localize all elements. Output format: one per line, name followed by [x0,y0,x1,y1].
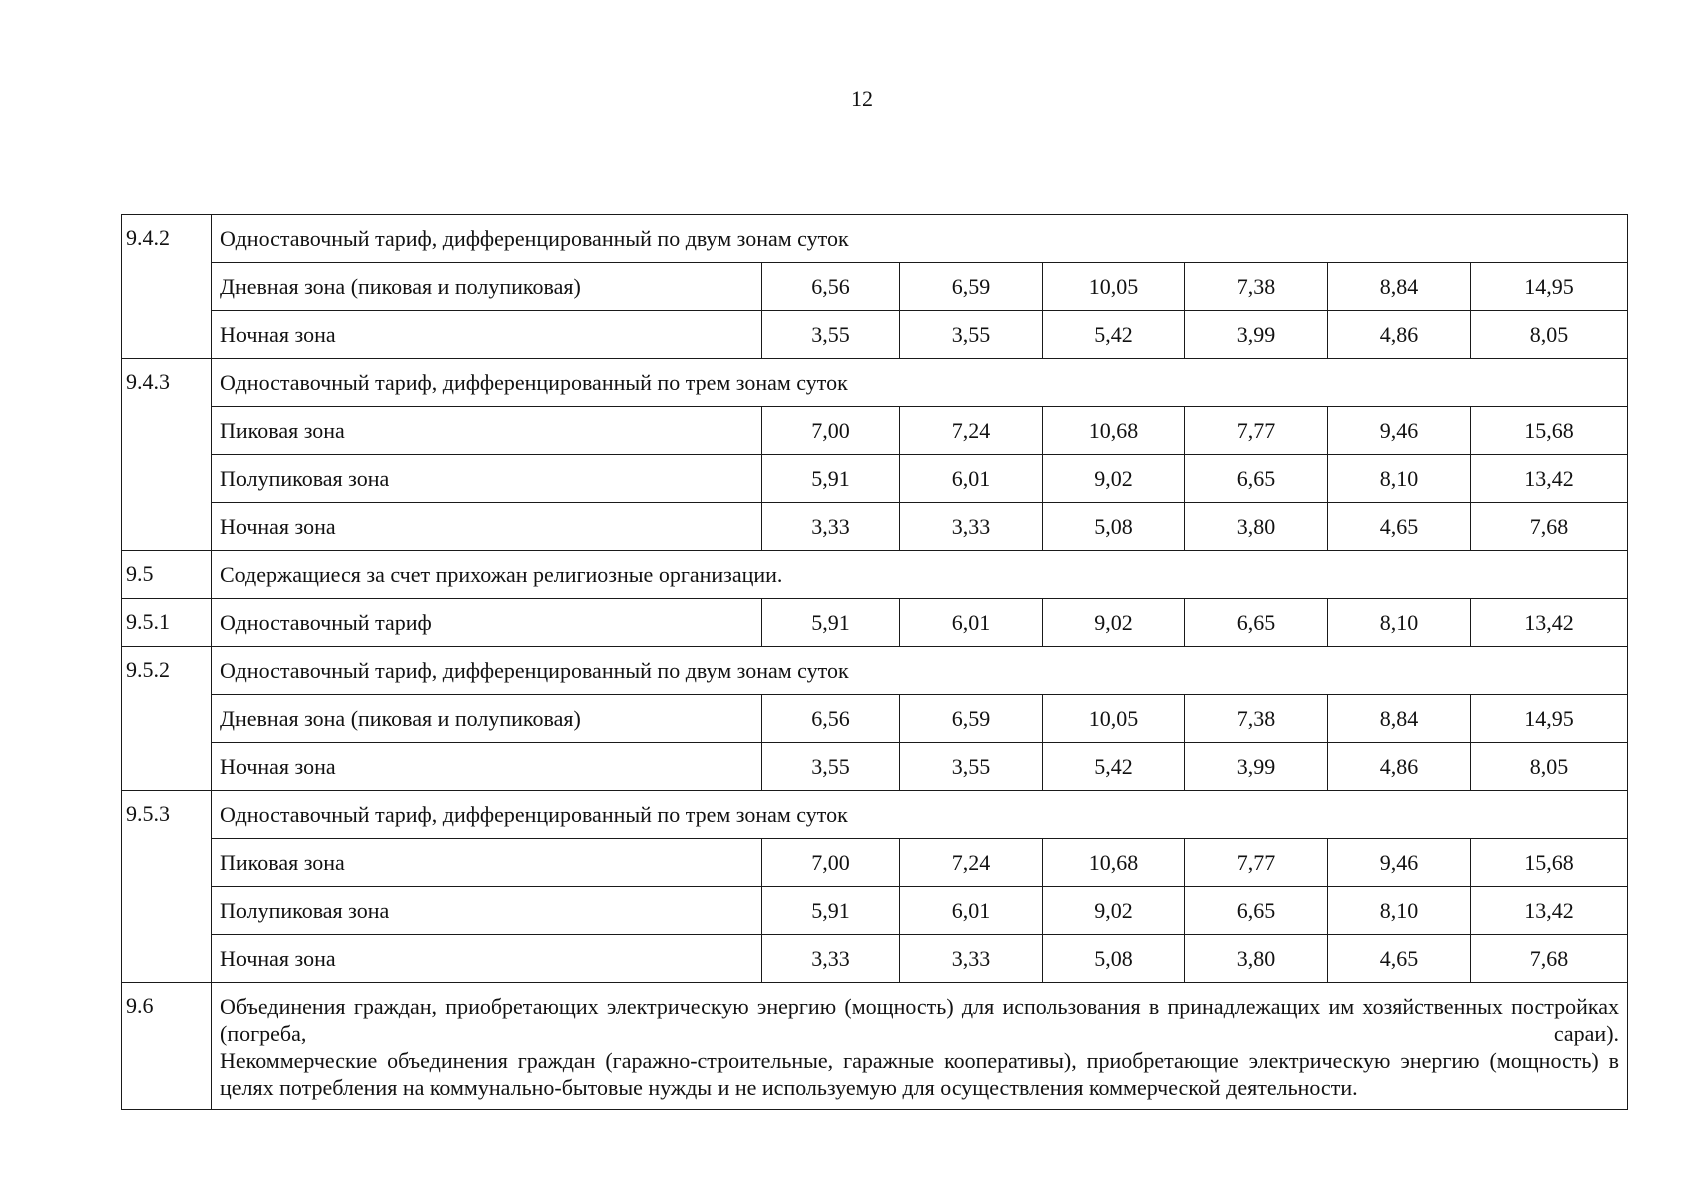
row-code: 9.5 [122,551,212,599]
tariff-value: 6,59 [900,263,1043,311]
tariff-value: 10,05 [1043,695,1185,743]
row-code: 9.5.1 [122,599,212,647]
row-label: Дневная зона (пиковая и полупиковая) [212,695,762,743]
tariff-value: 7,24 [900,407,1043,455]
table-row [122,743,1628,791]
row-label: Ночная зона [212,503,762,551]
table-row [122,839,1628,887]
tariff-value: 14,95 [1471,263,1628,311]
tariff-value: 3,33 [762,503,900,551]
row-label: Полупиковая зона [212,455,762,503]
tariff-value: 6,01 [900,455,1043,503]
table-row [122,935,1628,983]
section-header-row [122,647,1628,695]
tariff-value: 8,10 [1328,887,1471,935]
tariff-value: 3,80 [1185,935,1328,983]
row-code: 9.5.2 [122,647,212,791]
tariff-value: 4,86 [1328,743,1471,791]
tariff-value: 7,00 [762,407,900,455]
tariff-value: 13,42 [1471,887,1628,935]
section-title: Содержащиеся за счет прихожан религиозные организации. [212,551,1628,599]
tariff-value: 9,46 [1328,839,1471,887]
tariff-table [121,214,1628,1110]
tariff-value: 4,65 [1328,935,1471,983]
tariff-value: 3,33 [900,935,1043,983]
section-title: Одноставочный тариф, дифференцированный по трем зонам суток [212,791,1628,839]
tariff-value: 3,99 [1185,743,1328,791]
section-title: Одноставочный тариф, дифференцированный по двум зонам суток [212,215,1628,263]
tariff-value: 8,84 [1328,263,1471,311]
tariff-value: 9,02 [1043,599,1185,647]
section-description [212,983,1628,1110]
tariff-value: 3,55 [762,743,900,791]
table-row [122,503,1628,551]
tariff-value: 8,10 [1328,599,1471,647]
row-code: 9.4.2 [122,215,212,359]
tariff-value: 10,68 [1043,839,1185,887]
section-header-row [122,791,1628,839]
tariff-value: 7,38 [1185,695,1328,743]
tariff-value: 14,95 [1471,695,1628,743]
tariff-value: 9,46 [1328,407,1471,455]
tariff-value: 7,68 [1471,503,1628,551]
tariff-value: 15,68 [1471,839,1628,887]
table-row [122,407,1628,455]
table-row [122,455,1628,503]
tariff-value: 3,33 [900,503,1043,551]
row-code: 9.4.3 [122,359,212,551]
tariff-value: 3,55 [900,311,1043,359]
tariff-value: 7,00 [762,839,900,887]
table-row [122,311,1628,359]
tariff-value: 6,65 [1185,599,1328,647]
table-row [122,599,1628,647]
tariff-value: 5,91 [762,887,900,935]
section-title: Одноставочный тариф, дифференцированный по двум зонам суток [212,647,1628,695]
tariff-value: 7,77 [1185,407,1328,455]
table-row [122,695,1628,743]
tariff-value: 4,65 [1328,503,1471,551]
page-number: 12 [851,86,873,111]
tariff-value: 3,99 [1185,311,1328,359]
tariff-value: 7,68 [1471,935,1628,983]
tariff-value: 5,42 [1043,311,1185,359]
row-label: Пиковая зона [212,839,762,887]
description-paragraph: Некоммерческие объединения граждан (гаражно-строительные, гаражные кооперативы), приобретающие электрическую энергию (мощность) в целях потребления на коммунально-бытовые нужды и не используемую для осуществления коммерческой деятельности. [220,1048,1620,1100]
tariff-value: 15,68 [1471,407,1628,455]
tariff-value: 8,84 [1328,695,1471,743]
tariff-value: 6,01 [900,887,1043,935]
row-label: Одноставочный тариф [212,599,762,647]
section-header-row [122,983,1628,1110]
tariff-value: 7,38 [1185,263,1328,311]
row-label: Дневная зона (пиковая и полупиковая) [212,263,762,311]
tariff-value: 3,55 [762,311,900,359]
table-row [122,887,1628,935]
tariff-value: 5,08 [1043,935,1185,983]
tariff-value: 5,08 [1043,503,1185,551]
tariff-value: 6,65 [1185,887,1328,935]
tariff-value: 6,56 [762,695,900,743]
tariff-value: 3,80 [1185,503,1328,551]
tariff-value: 6,01 [900,599,1043,647]
tariff-value: 7,24 [900,839,1043,887]
section-header-row [122,215,1628,263]
row-code: 9.5.3 [122,791,212,983]
tariff-value: 6,65 [1185,455,1328,503]
row-label: Полупиковая зона [212,887,762,935]
tariff-value: 4,86 [1328,311,1471,359]
tariff-value: 10,68 [1043,407,1185,455]
section-header-row [122,551,1628,599]
row-label: Пиковая зона [212,407,762,455]
row-code: 9.6 [122,983,212,1110]
tariff-value: 8,05 [1471,743,1628,791]
tariff-value: 8,05 [1471,311,1628,359]
section-header-row [122,359,1628,407]
tariff-value: 8,10 [1328,455,1471,503]
tariff-value: 5,91 [762,599,900,647]
tariff-value: 5,42 [1043,743,1185,791]
tariff-value: 3,55 [900,743,1043,791]
row-label: Ночная зона [212,935,762,983]
row-label: Ночная зона [212,311,762,359]
tariff-value: 6,59 [900,695,1043,743]
tariff-value: 3,33 [762,935,900,983]
tariff-value: 6,56 [762,263,900,311]
tariff-value: 13,42 [1471,599,1628,647]
tariff-value: 9,02 [1043,887,1185,935]
description-paragraph: Объединения граждан, приобретающих электрическую энергию (мощность) для использования в принадлежащих им хозяйственных постройках (погреба, сараи). [220,994,1620,1046]
tariff-value: 13,42 [1471,455,1628,503]
tariff-value: 9,02 [1043,455,1185,503]
tariff-value: 7,77 [1185,839,1328,887]
row-label: Ночная зона [212,743,762,791]
section-title: Одноставочный тариф, дифференцированный по трем зонам суток [212,359,1628,407]
table-row [122,263,1628,311]
tariff-value: 5,91 [762,455,900,503]
tariff-value: 10,05 [1043,263,1185,311]
